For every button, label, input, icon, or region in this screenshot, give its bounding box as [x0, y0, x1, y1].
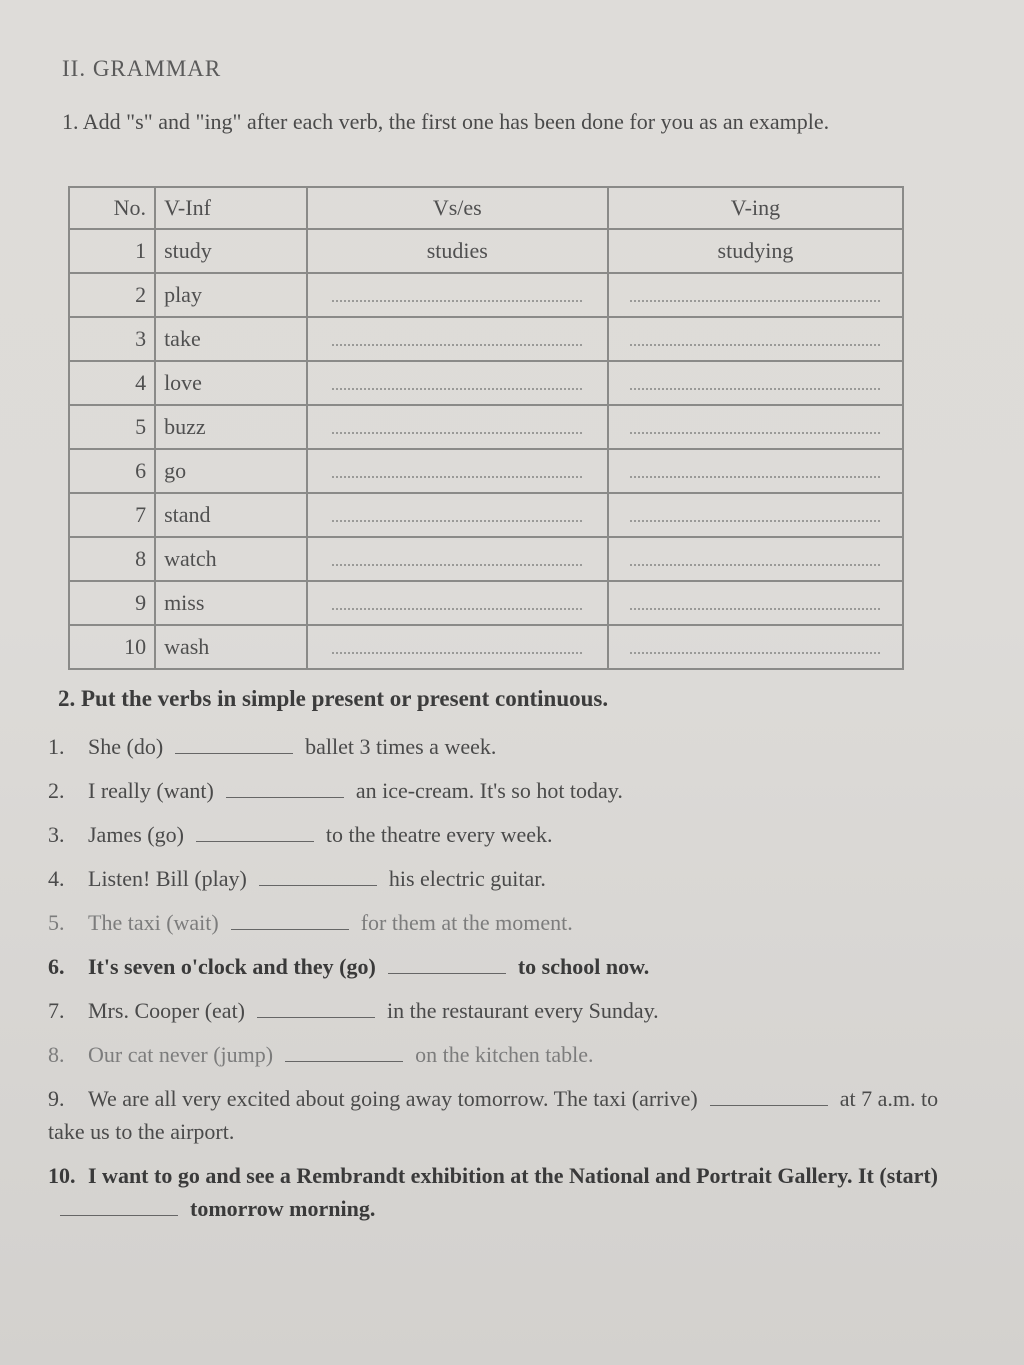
verb-infinitive: watch — [155, 537, 307, 581]
answer-blank[interactable] — [710, 1087, 828, 1106]
exercise-item — [48, 1038, 968, 1071]
verb-infinitive: go — [155, 449, 307, 493]
item-prompt: I want to go and see a Rembrandt exhibition at the National and Portrait Gallery. It (start) — [88, 1163, 939, 1188]
header-v-inf: V-Inf — [155, 187, 307, 229]
exercise-item — [48, 1082, 968, 1148]
item-continuation: tomorrow morning. — [190, 1196, 376, 1221]
verb-infinitive: study — [155, 229, 307, 273]
exercise1-instruction: 1. Add "s" and "ing" after each verb, the first one has been done for you as an example. — [62, 109, 830, 134]
answer-vs-es[interactable] — [307, 317, 608, 361]
row-number: 8 — [69, 537, 155, 581]
exercise2-list — [48, 730, 968, 1236]
answer-vs-es[interactable] — [307, 405, 608, 449]
item-prompt: James (go) — [88, 822, 184, 847]
row-number: 3 — [69, 317, 155, 361]
answer-v-ing[interactable] — [608, 273, 903, 317]
verb-table — [68, 186, 904, 670]
answer-blank[interactable] — [60, 1197, 178, 1216]
answer-v-ing[interactable] — [608, 317, 903, 361]
dotted-answer-line[interactable] — [332, 374, 582, 390]
table-row — [69, 625, 903, 669]
answer-vs-es[interactable] — [307, 273, 608, 317]
row-number: 7 — [69, 493, 155, 537]
exercise-item — [48, 950, 968, 983]
item-continuation: in the restaurant every Sunday. — [387, 998, 659, 1023]
item-prompt: Our cat never (jump) — [88, 1042, 274, 1067]
answer-vs-es[interactable] — [307, 493, 608, 537]
dotted-answer-line[interactable] — [332, 462, 582, 478]
table-row — [69, 273, 903, 317]
exercise-item — [48, 906, 968, 939]
row-number: 5 — [69, 405, 155, 449]
item-continuation: ballet 3 times a week. — [305, 734, 497, 759]
exercise-item — [48, 730, 968, 763]
exercise-item — [48, 818, 968, 851]
dotted-answer-line[interactable] — [630, 638, 880, 654]
item-number: 2. — [48, 778, 65, 803]
item-continuation: at 7 a.m. to take us to the airport. — [48, 1086, 939, 1144]
answer-blank[interactable] — [257, 999, 375, 1018]
table-header-row — [69, 187, 903, 229]
verb-infinitive: love — [155, 361, 307, 405]
dotted-answer-line[interactable] — [332, 286, 582, 302]
item-continuation: on the kitchen table. — [415, 1042, 594, 1067]
answer-v-ing[interactable] — [608, 405, 903, 449]
table-row — [69, 361, 903, 405]
item-prompt: Listen! Bill (play) — [88, 866, 247, 891]
exercise-item — [48, 994, 968, 1027]
answer-vs-es[interactable] — [307, 625, 608, 669]
section-title: II. GRAMMAR — [62, 56, 222, 81]
dotted-answer-line[interactable] — [332, 418, 582, 434]
item-number: 1. — [48, 734, 65, 759]
item-number: 10. — [48, 1163, 76, 1188]
table-row — [69, 229, 903, 273]
answer-v-ing[interactable] — [608, 449, 903, 493]
answer-blank[interactable] — [388, 955, 506, 974]
answer-v-ing[interactable] — [608, 625, 903, 669]
dotted-answer-line[interactable] — [630, 550, 880, 566]
answer-v-ing[interactable] — [608, 361, 903, 405]
item-prompt: I really (want) — [88, 778, 214, 803]
table-row — [69, 581, 903, 625]
answer-vs-es[interactable] — [307, 361, 608, 405]
row-number: 4 — [69, 361, 155, 405]
item-number: 4. — [48, 866, 65, 891]
verb-infinitive: take — [155, 317, 307, 361]
row-number: 1 — [69, 229, 155, 273]
answer-blank[interactable] — [175, 735, 293, 754]
item-continuation: to school now. — [517, 954, 650, 979]
verb-infinitive: wash — [155, 625, 307, 669]
header-vs-es: Vs/es — [307, 187, 608, 229]
table-row — [69, 493, 903, 537]
exercise-item — [48, 862, 968, 895]
answer-v-ing[interactable] — [608, 581, 903, 625]
exercise-item — [48, 774, 968, 807]
dotted-answer-line[interactable] — [630, 286, 880, 302]
item-number: 7. — [48, 998, 65, 1023]
answer-blank[interactable] — [285, 1043, 403, 1062]
answer-vs-es[interactable] — [307, 449, 608, 493]
answer-v-ing[interactable] — [608, 537, 903, 581]
dotted-answer-line[interactable] — [630, 330, 880, 346]
item-number: 5. — [48, 910, 65, 935]
dotted-answer-line[interactable] — [630, 462, 880, 478]
header-no: No. — [69, 187, 155, 229]
verb-infinitive: stand — [155, 493, 307, 537]
item-number: 8. — [48, 1042, 65, 1067]
dotted-answer-line[interactable] — [332, 550, 582, 566]
answer-blank[interactable] — [226, 779, 344, 798]
item-prompt: She (do) — [88, 734, 164, 759]
item-prompt: Mrs. Cooper (eat) — [88, 998, 246, 1023]
header-v-ing: V-ing — [608, 187, 903, 229]
row-number: 10 — [69, 625, 155, 669]
verb-infinitive: play — [155, 273, 307, 317]
verb-infinitive: buzz — [155, 405, 307, 449]
dotted-answer-line[interactable] — [332, 638, 582, 654]
table-row — [69, 405, 903, 449]
table-row — [69, 317, 903, 361]
item-prompt: It's seven o'clock and they (go) — [88, 954, 376, 979]
answer-blank[interactable] — [231, 911, 349, 930]
answer-vs-es[interactable] — [307, 581, 608, 625]
dotted-answer-line[interactable] — [332, 594, 582, 610]
verb-infinitive: miss — [155, 581, 307, 625]
exercise-item — [48, 1159, 968, 1225]
item-continuation: his electric guitar. — [388, 866, 546, 891]
item-continuation: to the theatre every week. — [325, 822, 553, 847]
dotted-answer-line[interactable] — [630, 374, 880, 390]
item-continuation: an ice-cream. It's so hot today. — [355, 778, 623, 803]
item-prompt: The taxi (wait) — [88, 910, 219, 935]
exercise2-title: 2. Put the verbs in simple present or present continuous. — [58, 686, 609, 711]
row-number: 2 — [69, 273, 155, 317]
answer-blank[interactable] — [259, 867, 377, 886]
dotted-answer-line[interactable] — [332, 506, 582, 522]
item-prompt: We are all very excited about going away tomorrow. The taxi (arrive) — [88, 1086, 698, 1111]
dotted-answer-line[interactable] — [630, 506, 880, 522]
answer-v-ing: studying — [608, 229, 903, 273]
dotted-answer-line[interactable] — [630, 594, 880, 610]
item-continuation: for them at the moment. — [360, 910, 573, 935]
row-number: 6 — [69, 449, 155, 493]
dotted-answer-line[interactable] — [630, 418, 880, 434]
item-number: 3. — [48, 822, 65, 847]
item-number: 9. — [48, 1086, 65, 1111]
answer-v-ing[interactable] — [608, 493, 903, 537]
table-row — [69, 449, 903, 493]
row-number: 9 — [69, 581, 155, 625]
dotted-answer-line[interactable] — [332, 330, 582, 346]
answer-blank[interactable] — [196, 823, 314, 842]
item-number: 6. — [48, 954, 65, 979]
answer-vs-es: studies — [307, 229, 608, 273]
table-row — [69, 537, 903, 581]
answer-vs-es[interactable] — [307, 537, 608, 581]
